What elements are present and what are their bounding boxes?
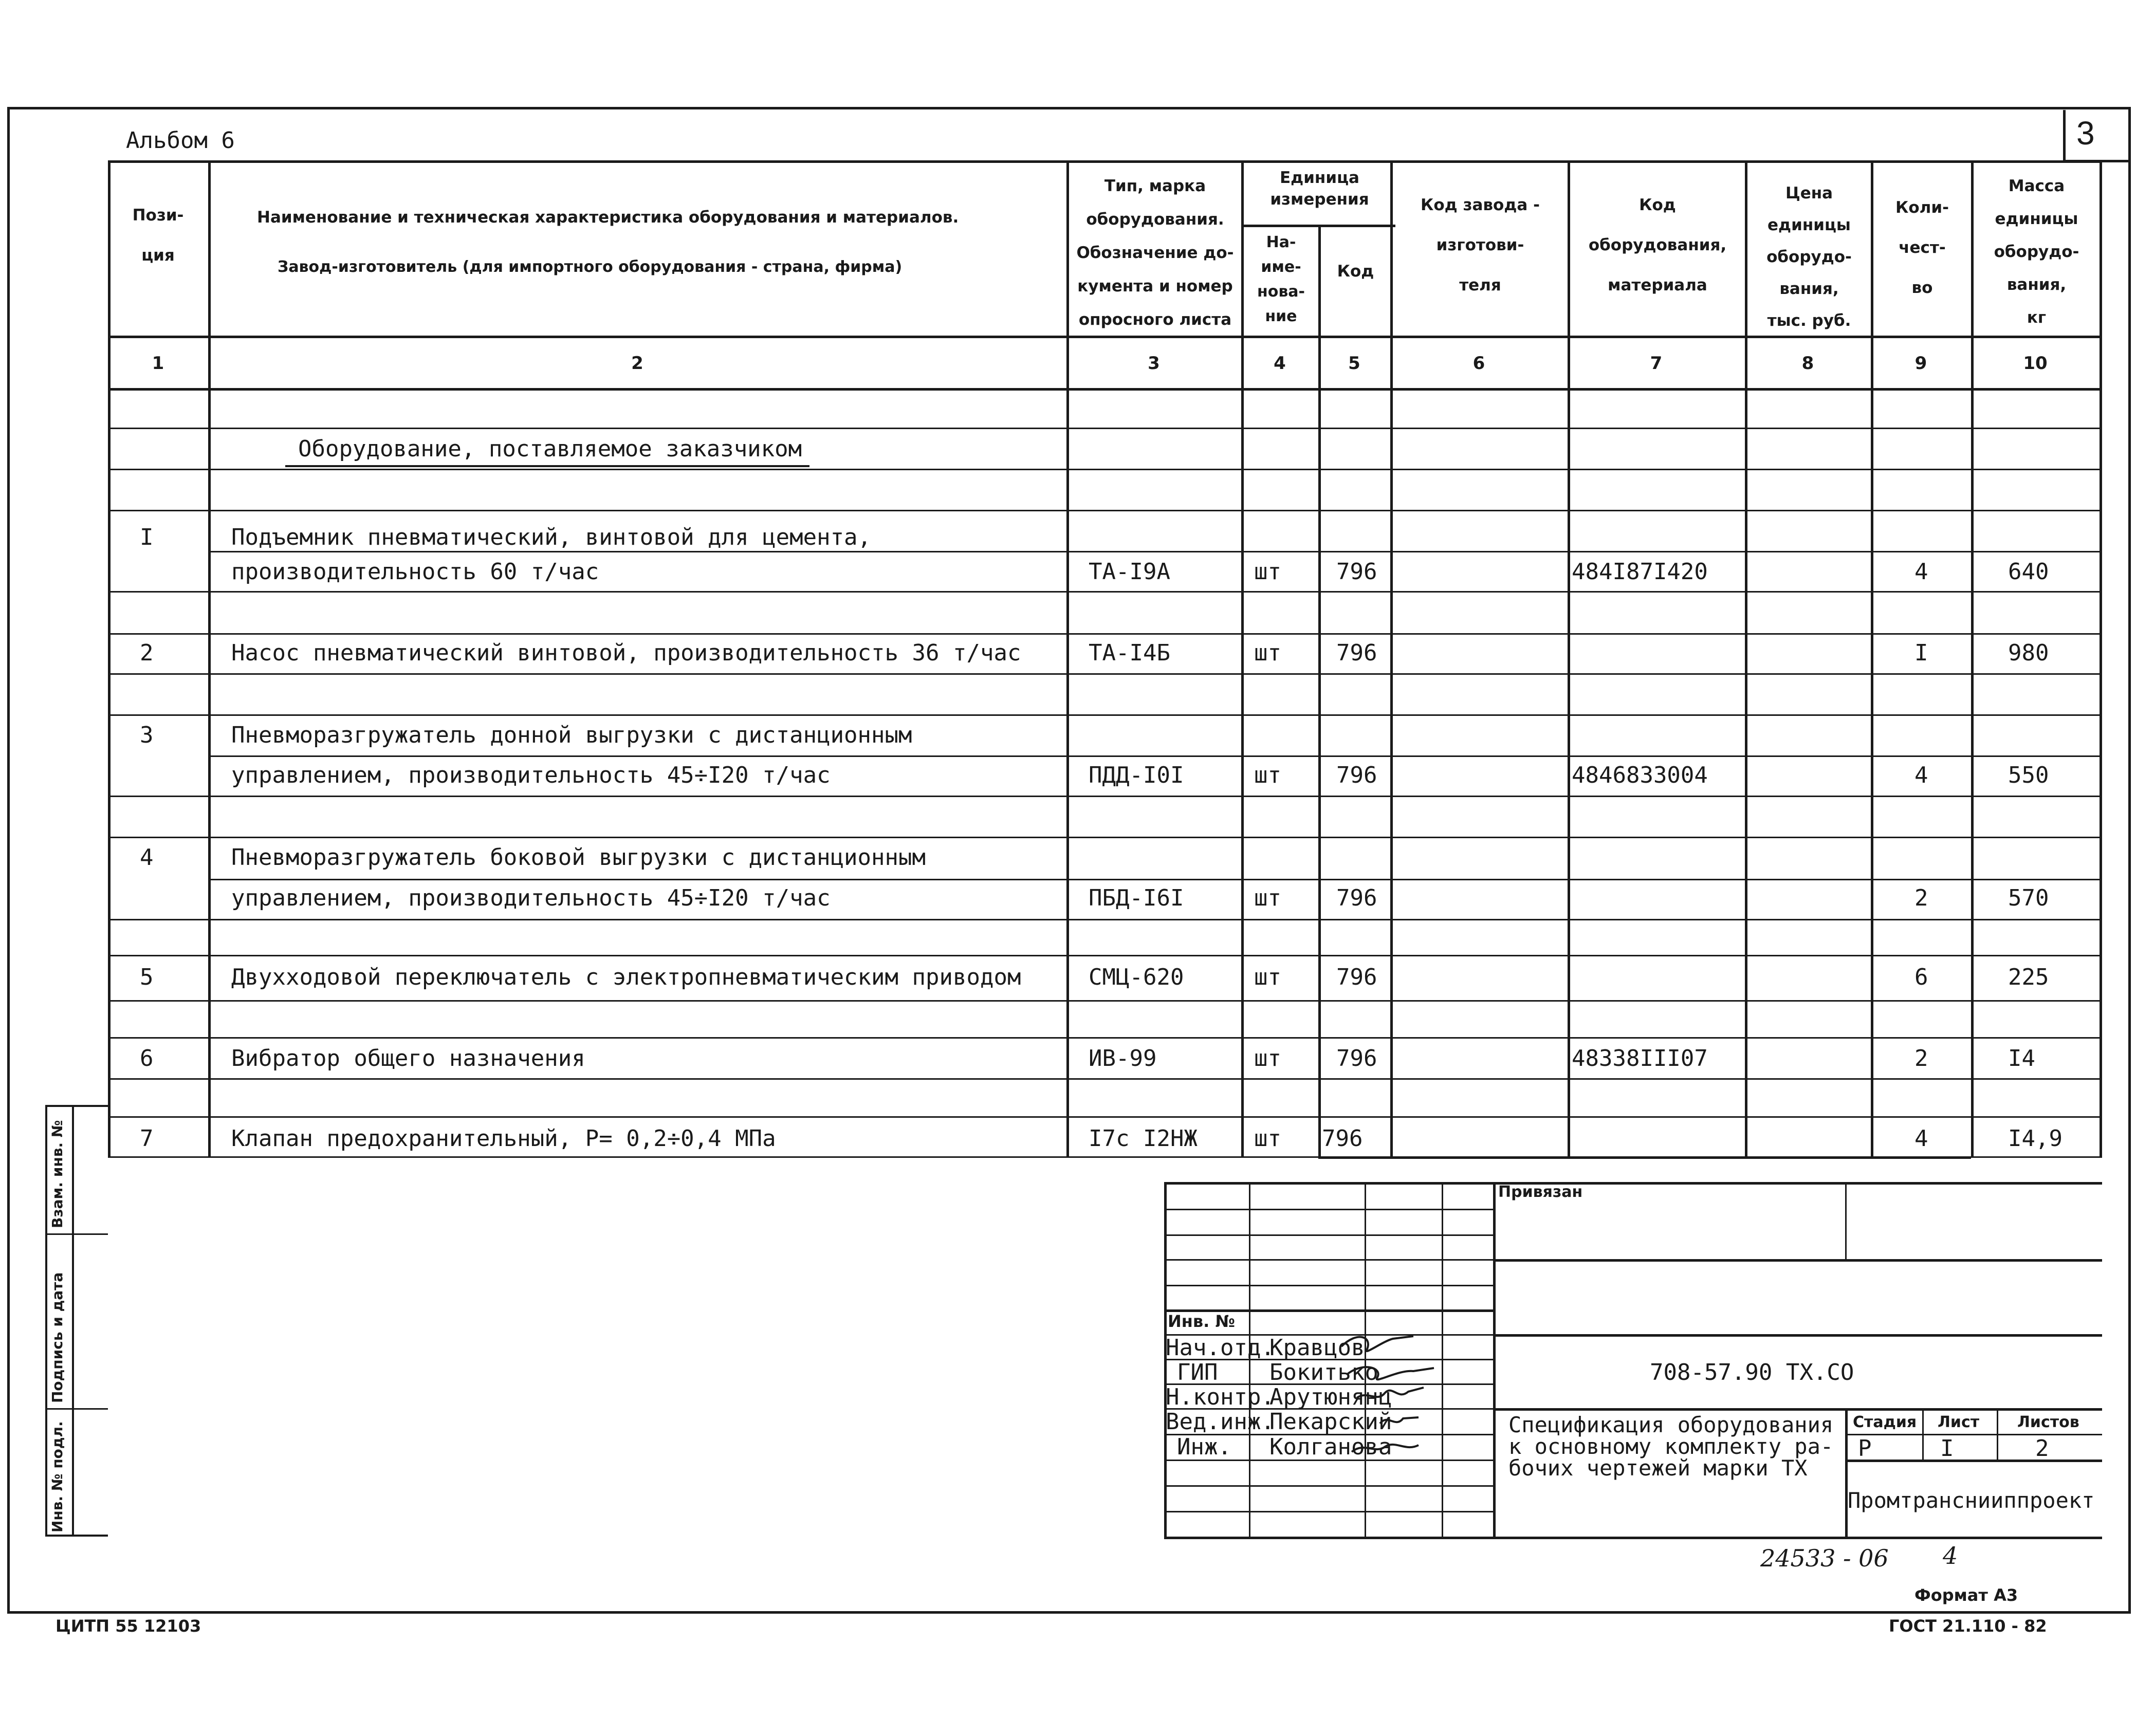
side-label-signature-date: Подпись и дата — [49, 1272, 66, 1403]
item-type: СМЦ-620 — [1089, 964, 1184, 990]
item-mass: I4,9 — [2008, 1125, 2063, 1152]
item-pos: 6 — [140, 1045, 154, 1072]
header-mass: Масса единицы оборудо- вания, кг — [1994, 177, 2079, 327]
item-qty: 6 — [1914, 964, 1928, 990]
item-name: Двухходовой переключатель с электропневматическим приводом — [231, 964, 1021, 990]
item-qty: 4 — [1914, 559, 1928, 585]
item-mass: 570 — [2008, 885, 2049, 911]
item-unit: шт — [1254, 762, 1281, 788]
sheets-value: 2 — [2035, 1435, 2049, 1462]
item-name: Клапан предохранительный, Р= 0,2÷0,4 МПа — [231, 1125, 776, 1152]
item-code: 796 — [1322, 1125, 1363, 1152]
doc-title-line: Спецификация оборудования — [1508, 1412, 1834, 1437]
page-number: 3 — [2076, 115, 2095, 152]
inv-no-label: Инв. № — [1168, 1312, 1235, 1331]
album-label: Альбом 6 — [126, 127, 235, 154]
item-name: Подъемник пневматический, винтовой для цемента, — [231, 524, 872, 550]
format-label: Формат А3 — [1914, 1585, 2018, 1605]
item-name: управлением, производительность 45÷I20 т/час — [231, 762, 831, 788]
item-type: ИВ-99 — [1089, 1045, 1157, 1072]
item-qty: 2 — [1914, 885, 1928, 911]
item-qty: I — [1914, 640, 1928, 666]
item-equip-code: 48338III07 — [1572, 1045, 1708, 1072]
col-number: 4 — [1274, 353, 1286, 374]
role-name: Кравцов — [1269, 1335, 1365, 1361]
item-type: ПБД-I6I — [1089, 885, 1184, 911]
role-name: Бокитько — [1269, 1359, 1378, 1386]
item-pos: I — [140, 524, 154, 550]
item-code: 796 — [1336, 640, 1377, 666]
item-type: ТА-I4Б — [1089, 640, 1170, 666]
stage-value: Р — [1858, 1435, 1872, 1462]
role-label: ГИП — [1177, 1359, 1218, 1386]
col-number: 6 — [1472, 353, 1485, 374]
col-number: 10 — [2023, 353, 2048, 374]
item-pos: 7 — [140, 1125, 154, 1152]
doc-title-line: к основному комплекту ра- — [1508, 1434, 1834, 1459]
doc-title-line: бочих чертежей марки ТХ — [1508, 1455, 1808, 1481]
side-label-replace-inv: Взам. инв. № — [49, 1120, 66, 1228]
side-label-inv-original: Инв. № подл. — [49, 1421, 66, 1532]
citp-label: ЦИТП 55 12103 — [56, 1616, 201, 1636]
item-name: Насос пневматический винтовой, производительность 36 т/час — [231, 640, 1021, 666]
page-number-box — [2063, 110, 2131, 162]
item-type: ПДД-I0I — [1089, 762, 1184, 788]
item-code: 796 — [1336, 559, 1377, 585]
privyazan-label: Привязан — [1498, 1183, 1583, 1201]
item-type: I7с I2НЖ — [1089, 1125, 1198, 1152]
header-equip-code: Код оборудования, материала — [1588, 196, 1727, 294]
col-number: 5 — [1348, 353, 1360, 374]
col-number: 3 — [1148, 353, 1160, 374]
role-label: Вед.инж. — [1166, 1409, 1275, 1435]
item-unit: шт — [1254, 559, 1281, 585]
header-plant-code: Код завода - изготови- теля — [1421, 196, 1540, 294]
archive-sheet: 4 — [1943, 1542, 1958, 1569]
archive-number: 24533 - 06 — [1760, 1544, 1889, 1572]
col-number: 2 — [631, 353, 643, 374]
item-equip-code: 4846833004 — [1572, 762, 1708, 788]
signature-marks — [1336, 1326, 1470, 1465]
item-code: 796 — [1336, 885, 1377, 911]
item-unit: шт — [1254, 1045, 1281, 1072]
col-number: 9 — [1914, 353, 1927, 374]
section-title: Оборудование, поставляемое заказчиком — [298, 436, 802, 462]
item-equip-code: 484I87I420 — [1572, 559, 1708, 585]
header-name-line1: Наименование и техническая характеристика оборудования и материалов. — [257, 208, 959, 227]
organization: Промтранснииппроект — [1848, 1488, 2095, 1513]
item-name: Пневморазгружатель боковой выгрузки с дистанционным — [231, 844, 926, 871]
header-type: Тип, марка оборудования. Обозначение до- кумента и номер опросного листа — [1076, 177, 1234, 329]
header-position: Пози- ция — [132, 206, 184, 265]
header-unit-name: На- име- нова- ние — [1257, 233, 1305, 325]
item-mass: 640 — [2008, 559, 2049, 585]
item-name: производительность 60 т/час — [231, 559, 599, 585]
header-name-line2: Завод-изготовитель (для импортного оборудования - страна, фирма) — [278, 258, 903, 276]
item-pos: 2 — [140, 640, 154, 666]
item-qty: 4 — [1914, 1125, 1928, 1152]
item-mass: 550 — [2008, 762, 2049, 788]
item-code: 796 — [1336, 762, 1377, 788]
item-code: 796 — [1336, 1045, 1377, 1072]
gost-label: ГОСТ 21.110 - 82 — [1889, 1616, 2047, 1636]
doc-code: 708-57.90 ТХ.СО — [1650, 1359, 1854, 1386]
role-name: Колганова — [1269, 1434, 1392, 1460]
item-unit: шт — [1254, 964, 1281, 990]
header-unit-code: Код — [1337, 262, 1374, 281]
role-name: Арутюнянц — [1269, 1384, 1392, 1410]
stage-label: Стадия — [1853, 1413, 1917, 1431]
item-mass: I4 — [2008, 1045, 2035, 1072]
item-unit: шт — [1254, 1125, 1281, 1152]
item-mass: 980 — [2008, 640, 2049, 666]
item-pos: 5 — [140, 964, 154, 990]
item-type: ТА-I9А — [1089, 559, 1170, 585]
item-mass: 225 — [2008, 964, 2049, 990]
item-unit: шт — [1254, 885, 1281, 911]
col-number: 7 — [1650, 353, 1663, 374]
role-label: Инж. — [1177, 1434, 1231, 1460]
role-label: Нач.отд. — [1166, 1335, 1275, 1361]
header-price: Цена единицы оборудо- вания, тыс. руб. — [1766, 184, 1852, 330]
col-number: 1 — [152, 353, 164, 374]
section-title-underline — [285, 465, 809, 467]
item-code: 796 — [1336, 964, 1377, 990]
role-name: Пекарский — [1269, 1409, 1392, 1435]
col-number: 8 — [1801, 353, 1814, 374]
item-qty: 2 — [1914, 1045, 1928, 1072]
item-name: Вибратор общего назначения — [231, 1045, 585, 1072]
header-unit-group: Единица измерения — [1270, 169, 1369, 209]
item-qty: 4 — [1914, 762, 1928, 788]
header-qty: Коли- чест- во — [1895, 198, 1949, 297]
item-pos: 3 — [140, 722, 154, 748]
item-pos: 4 — [140, 844, 154, 871]
item-unit: шт — [1254, 640, 1281, 666]
sheet-value: I — [1940, 1435, 1954, 1462]
sheet-label: Лист — [1938, 1413, 1980, 1431]
item-name: Пневморазгружатель донной выгрузки с дистанционным — [231, 722, 912, 748]
role-label: Н.контр. — [1166, 1384, 1275, 1410]
item-name: управлением, производительность 45÷I20 т/час — [231, 885, 831, 911]
sheets-label: Листов — [2017, 1413, 2079, 1431]
